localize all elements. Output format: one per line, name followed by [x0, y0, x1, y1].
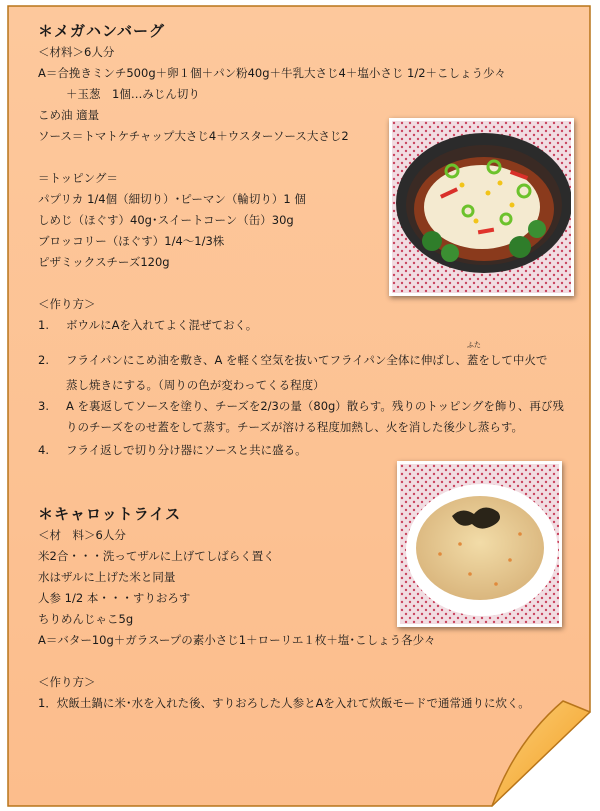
ingredient-jako: ちりめんじゃこ5g [38, 612, 134, 626]
step-number: 2. [38, 353, 49, 367]
hamburg-steak-photo [389, 118, 574, 296]
recipe2-title: ＊キャロットライス [38, 505, 182, 523]
ingredient-a-line2: ＋玉葱 1個…みじん切り [66, 87, 200, 101]
step-number: 4. [38, 443, 49, 457]
step-text: A を裏返してソースを塗り、チーズを2/3の量（80g）散らす。残りのトッピングを飾り、再び残 [66, 399, 564, 413]
ingredient-water: 水はザルに上げた米と同量 [38, 570, 176, 584]
ingredient-carrot: 人参 1/2 本・・・すりおろす [38, 591, 191, 605]
recipe2-method-header: ＜作り方＞ [38, 675, 96, 689]
method-step [38, 396, 578, 417]
recipe2-step: 1．炊飯土鍋に米･水を入れた後、すりおろした人参とAを入れて炊飯モードで通常通りに炊く。 [38, 696, 530, 710]
topping-item: ブロッコリー（ほぐす）1/4～1/3株 [38, 234, 225, 248]
topping-item: パプリカ 1/4個（細切り）･ピーマン（輪切り）1 個 [38, 192, 306, 206]
step-text: フライ返しで切り分け器にソースと共に盛る。 [66, 443, 307, 457]
method-step [38, 315, 578, 336]
carrot-rice-image [400, 464, 559, 624]
ingredient-rice: 米2合・・・洗ってザルに上げてしばらく置く [38, 549, 275, 563]
method-step-continued [38, 375, 578, 396]
method-step [38, 341, 578, 371]
recipe1-title: ＊メガハンバーグ [38, 22, 165, 40]
ingredient-seasoning: A＝バター10g＋ガラスープの素小さじ1＋ローリエ１枚＋塩･こしょう各少々 [38, 633, 436, 647]
topping-item: ピザミックスチーズ120g [38, 255, 170, 269]
topping-item: しめじ（ほぐす）40g･スイートコーン（缶）30g [38, 213, 294, 227]
ruby-reading: ふた [466, 341, 481, 349]
method-step-continued [38, 417, 578, 438]
method-step [38, 440, 578, 461]
step-text: ボウルにAを入れてよく混ぜておく。 [66, 318, 258, 332]
hamburg-image [392, 121, 571, 293]
recipe1-method-header: ＜作り方＞ [38, 297, 96, 311]
step-number: 1. [38, 318, 49, 332]
step-text: 蒸し焼きにする。（周りの色が変わってくる程度） [66, 378, 325, 392]
step-number: 3. [38, 399, 49, 413]
recipe2-ingredients-header: ＜材 料＞6人分 [38, 528, 126, 542]
step-text: フライパンにこめ油を敷き、A を軽く空気を抜いてフライパン全体に伸ばし、 [66, 353, 467, 367]
ruby-kanji: ふた 蓋 [466, 341, 481, 367]
ingredient-oil: こめ油 適量 [38, 108, 100, 122]
ingredient-sauce: ソース＝トマトケチャップ大さじ4＋ウスターソース大さじ2 [38, 129, 349, 143]
recipe1-ingredients-header: ＜材料＞6人分 [38, 45, 115, 59]
topping-header: ＝トッピング＝ [38, 171, 118, 185]
step-text: をして中火で [478, 353, 548, 367]
ingredient-a-line1: A＝合挽きミンチ500g＋卵１個＋パン粉40g＋牛乳大さじ4＋塩小さじ 1/2＋こしょう少々 [38, 66, 507, 80]
carrot-rice-photo [397, 461, 562, 627]
step-text: りのチーズをのせ蓋をして蒸す。チーズが溶ける程度加熱し、火を消した後少し蒸らす。 [66, 420, 524, 434]
